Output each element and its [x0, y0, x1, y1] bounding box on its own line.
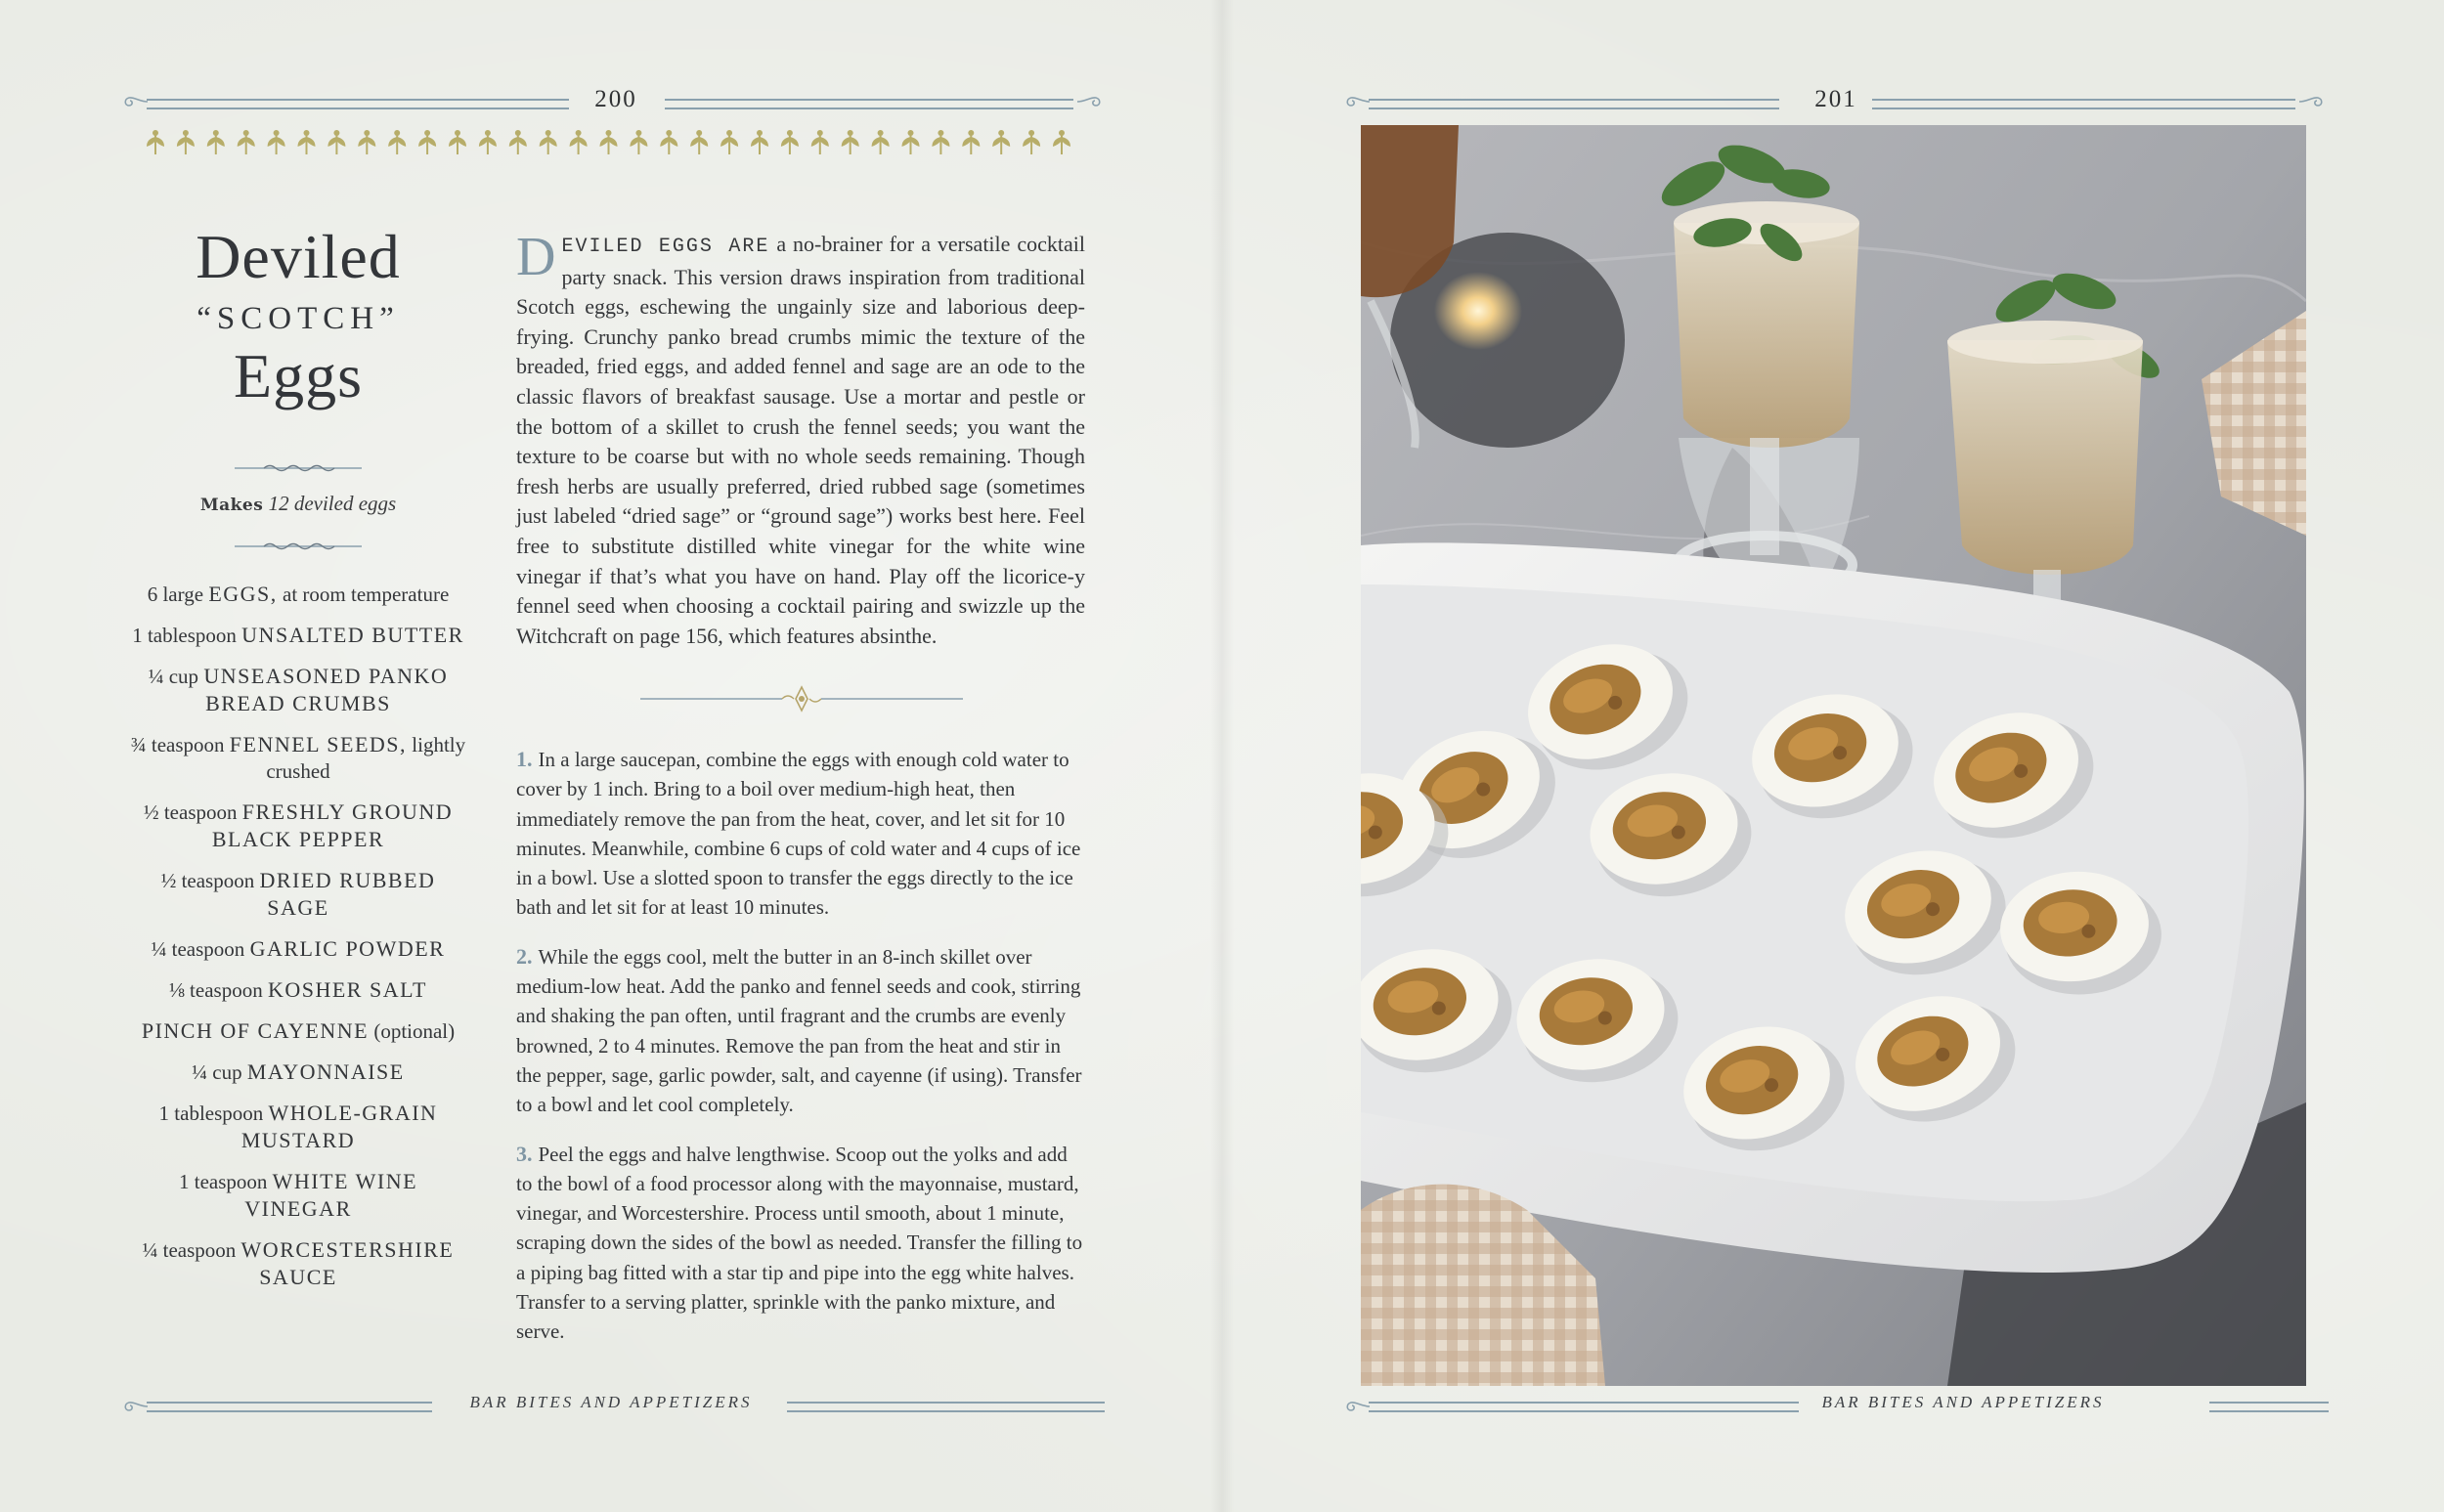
ingredient-name: MAYONNAISE — [246, 1059, 405, 1084]
ingredient-amount: ¼ cup — [148, 665, 204, 688]
title-line-3: Eggs — [234, 341, 363, 410]
ingredient-note: at room temperature — [277, 583, 450, 606]
fleuron-icon — [177, 130, 195, 154]
step-number: 3. — [516, 1141, 533, 1166]
fleuron-icon — [570, 130, 588, 154]
swash-bottom-icon — [235, 540, 362, 553]
ingredient-amount: 1 teaspoon — [178, 1170, 273, 1193]
fleuron-icon — [690, 130, 708, 154]
ingredient-item — [127, 1058, 469, 1086]
title-line-1: Deviled — [196, 222, 401, 291]
ingredient-amount: ½ teaspoon — [143, 800, 242, 824]
fleuron-icon — [1053, 130, 1070, 154]
ingredient-list — [127, 581, 469, 1305]
fleuron-icon — [600, 130, 618, 154]
ornament-divider-icon — [640, 684, 963, 713]
fleuron-icon — [449, 130, 466, 154]
fleuron-icon — [268, 130, 285, 154]
footer-curl-left-icon — [122, 1400, 150, 1413]
fleuron-icon — [540, 130, 557, 154]
header-rule-left — [147, 99, 569, 109]
yield-prefix: Makes — [199, 496, 264, 515]
ingredient-note: (optional) — [369, 1019, 456, 1043]
ingredient-item — [127, 731, 469, 785]
recipe-step — [516, 942, 1085, 1120]
ingredient-name: WHITE WINE VINEGAR — [244, 1169, 418, 1221]
fleuron-icon — [811, 130, 829, 154]
ingredient-item — [127, 1168, 469, 1223]
page-number: 201 — [1814, 86, 1857, 112]
recipe-yield — [137, 492, 459, 516]
ingredient-name: EGGS, — [208, 582, 278, 606]
ingredient-item — [127, 976, 469, 1004]
ingredient-amount: ¼ teaspoon — [142, 1238, 241, 1262]
ingredient-item — [127, 935, 469, 963]
ingredient-name: WORCESTERSHIRE SAUCE — [240, 1237, 455, 1289]
fleuron-icon — [238, 130, 255, 154]
ingredient-name: FRESHLY GROUND BLACK PEPPER — [211, 799, 454, 851]
ingredient-name: KOSHER SALT — [267, 977, 427, 1002]
step-number: 2. — [516, 943, 533, 969]
recipe-steps — [516, 745, 1085, 1366]
running-footer: BAR BITES AND APPETIZERS — [469, 1393, 753, 1411]
fleuron-icon — [660, 130, 677, 154]
step-text: While the eggs cool, melt the butter in an 8-inch skillet over medium-low heat. Add the panko and fennel seeds and cook, stirring and shaking the pan often, until fragrant and the crumbs are evenly browned, 2 to 4 minutes. Remove the pan from the heat and stir in the pepper, sage, garlic powder, salt, and cayenne (if using). Transfer to a bowl and let cool completely. — [516, 944, 1082, 1117]
ingredient-item — [127, 622, 469, 649]
step-text: Peel the eggs and halve lengthwise. Scoop out the yolks and add to the bowl of a food processor along with the mayonnaise, mustard, vinegar, and Worcestershire. Process until smooth, about 1 minute, scraping down the sides of the bowl as needed. Transfer the filling to a piping bag fitted with a star tip and pipe into the egg white halves. Transfer to a serving platter, sprinkle with the panko mixture, and serve. — [516, 1142, 1083, 1344]
fleuron-icon — [388, 130, 406, 154]
fleuron-icon — [1023, 130, 1040, 154]
photo-illustration — [1361, 125, 2306, 1386]
fleuron-icon — [630, 130, 647, 154]
ingredient-amount: ¼ teaspoon — [151, 937, 250, 961]
fleuron-icon — [781, 130, 799, 154]
header-rule-left — [1369, 99, 1779, 109]
recipe-intro — [516, 227, 1085, 651]
fleuron-icon — [147, 130, 164, 154]
footer-rule-left — [147, 1402, 432, 1412]
ingredient-note: lightly crushed — [266, 733, 466, 783]
running-footer: BAR BITES AND APPETIZERS — [1821, 1393, 2105, 1411]
ingredient-amount: ⅛ teaspoon — [169, 978, 268, 1002]
ingredient-amount: ½ teaspoon — [160, 869, 260, 892]
ingredient-item — [127, 663, 469, 717]
ingredient-name: UNSALTED BUTTER — [241, 623, 464, 647]
ingredient-item — [127, 867, 469, 922]
fleuron-icon — [842, 130, 859, 154]
ingredient-amount: 1 tablespoon — [132, 624, 242, 647]
swash-top-icon — [235, 461, 362, 475]
intro-drop-cap: D — [516, 227, 556, 287]
header-rule-right — [1872, 99, 2295, 109]
ingredient-amount: 1 tablespoon — [158, 1102, 269, 1125]
intro-lead-in: EVILED EGGS ARE — [561, 236, 770, 258]
fleuron-icon — [207, 130, 225, 154]
header-curl-left-icon — [122, 95, 150, 108]
header-curl-right-icon — [2297, 95, 2325, 108]
title-line-2: “SCOTCH” — [196, 301, 400, 336]
footer-rule-right — [2209, 1402, 2329, 1412]
step-text: In a large saucepan, combine the eggs with enough cold water to cover by 1 inch. Bring to a boil over medium-high heat, then immediately remove the pan from the heat, cover, and let sit for 10 minutes. Meanwhile, combine 6 cups of cold water and 4 cups of ice in a bowl. Use a slotted spoon to transfer the eggs directly to the ice bath and let sit for at least 10 minutes. — [516, 748, 1081, 920]
fleuron-icon — [932, 130, 949, 154]
ingredient-name: DRIED RUBBED SAGE — [259, 868, 436, 920]
footer-rule-left — [1369, 1402, 1799, 1412]
yield-value: 12 deviled eggs — [268, 492, 397, 515]
fleuron-border-icon — [142, 127, 1082, 156]
step-number: 1. — [516, 747, 533, 771]
ingredient-name: GARLIC POWDER — [249, 936, 446, 961]
fleuron-icon — [902, 130, 920, 154]
fleuron-icon — [358, 130, 375, 154]
header-curl-right-icon — [1075, 95, 1103, 108]
recipe-step — [516, 745, 1085, 923]
ingredient-amount: 6 large — [147, 583, 209, 606]
recipe-step — [516, 1140, 1085, 1347]
fleuron-icon — [418, 130, 436, 154]
fleuron-icon — [298, 130, 316, 154]
fleuron-icon — [872, 130, 890, 154]
ingredient-amount: ¾ teaspoon — [130, 733, 230, 756]
ingredient-item — [127, 1017, 469, 1045]
fleuron-icon — [327, 130, 345, 154]
fleuron-icon — [962, 130, 980, 154]
ingredient-item — [127, 1236, 469, 1291]
fleuron-icon — [479, 130, 497, 154]
footer-curl-left-icon — [1344, 1400, 1372, 1413]
intro-text: a no-brainer for a versatile cocktail party snack. This version draws inspiration from traditional Scotch eggs, eschewing the ungainly size and laborious deep-frying. Crunchy panko bread crumbs mimic the texture of the breaded, fried eggs, and added fennel and sage are an ode to the classic flavors of breakfast sausage. Use a mortar and pestle or the bottom of a skillet to crush the fennel seeds; you want the texture to be coarse but with no whole seeds remaining. Though fresh herbs are usually preferred, dried rubbed sage (sometimes just labeled “dried sage” or “ground sage”) works best here. Feel free to substitute distilled white vinegar for the white wine vinegar if that’s what you have on hand. Play off the licorice-y fennel seed when choosing a cocktail pairing and swizzle up the Witchcraft on page 156, which features absinthe. — [516, 232, 1085, 648]
header-curl-left-icon — [1344, 95, 1372, 108]
ingredient-item — [127, 581, 469, 608]
ingredient-amount: ¼ cup — [192, 1060, 247, 1084]
ingredient-item — [127, 799, 469, 853]
footer-rule-right — [787, 1402, 1105, 1412]
page-number: 200 — [594, 86, 637, 112]
ingredient-name: FENNEL SEEDS, — [229, 732, 408, 756]
fleuron-icon — [509, 130, 527, 154]
fleuron-icon — [992, 130, 1010, 154]
header-rule-right — [665, 99, 1073, 109]
recipe-title — [137, 223, 459, 410]
ingredient-name: UNSEASONED PANKO BREAD CRUMBS — [203, 664, 449, 715]
ingredient-name: WHOLE-GRAIN MUSTARD — [240, 1101, 438, 1152]
deviled-eggs-photo — [1361, 125, 2306, 1386]
ingredient-name: PINCH OF CAYENNE — [141, 1018, 370, 1043]
ingredient-item — [127, 1100, 469, 1154]
fleuron-icon — [751, 130, 768, 154]
fleuron-icon — [720, 130, 738, 154]
